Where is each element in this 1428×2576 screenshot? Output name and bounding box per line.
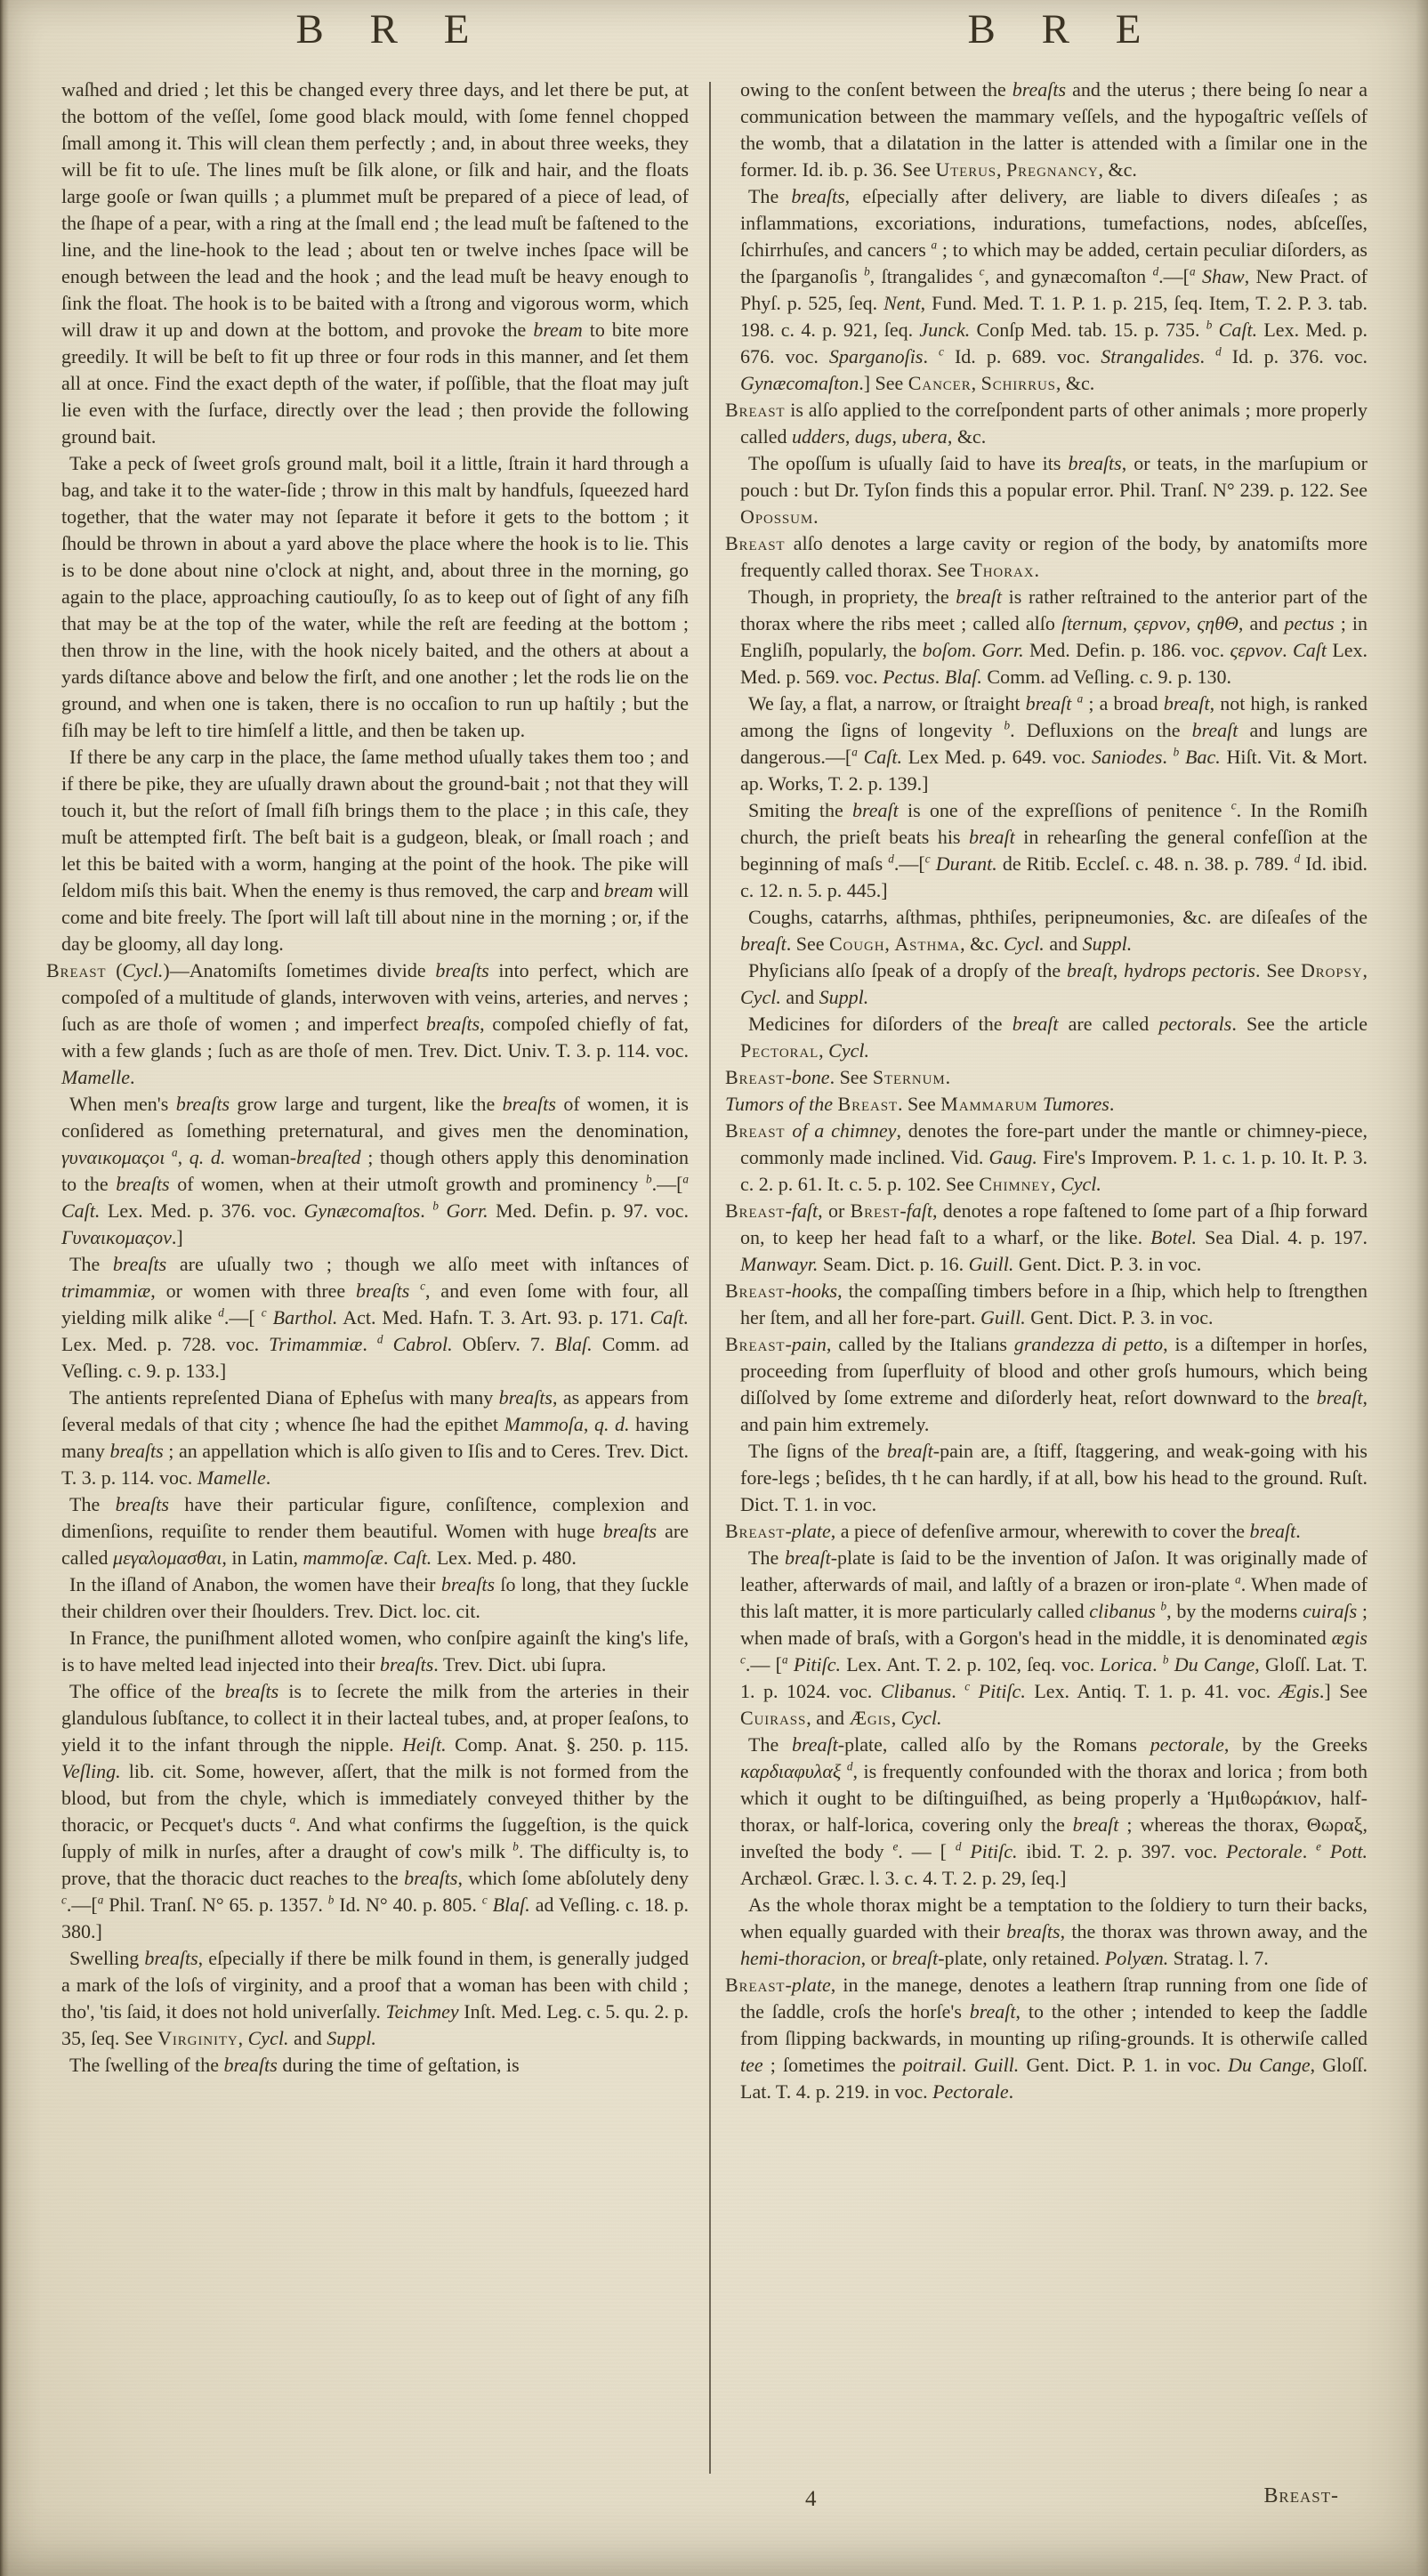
- paragraph: In the iſland of Anabon, the women have their breaſts ſo long, that they ſuckle their children over their ſhoulders. Trev. Dict. loc. cit.: [61, 1573, 689, 1622]
- running-title-left: B R E: [295, 6, 488, 52]
- paragraph: The breaſts are uſually two ; though we alſo meet with inſtances of trimammiæ, or women with three breaſts $^c$, and even ſome with four, all yielding milk alike $^d$.—[ $^c$ Barthol. Act. Med. Hafn. T. 3. Art. 93. p. 171. Caſt. Lex. Med. p. 728. voc. Trimammiæ. $^d$ Cabrol. Obſerv. 7. Blaſ. Comm. ad Veſling. c. 9. p. 133.]: [61, 1253, 689, 1382]
- paragraph: Breast-plate, a piece of defenſive armour, wherewith to cover the breaſt.: [725, 1520, 1301, 1542]
- right-column: [725, 77, 1367, 2546]
- paragraph: Though, in propriety, the breaſt is rather reſtrained to the anterior part of the thorax where the ribs meet ; called alſo ſternum, ςερνον, ςηθΘ, and pectus ; in Engliſh, popularly, the boſom. Gorr. Med. Defin. p. 186. voc. ςερνον. Caſt Lex. Med. p. 569. voc. Pectus. Blaſ. Comm. ad Veſling. c. 9. p. 130.: [740, 585, 1367, 688]
- paragraph: As the whole thorax might be a temptation to the ſoldiery to turn their backs, when equally guarded with their breaſts, the thorax was thrown away, and the hemi-thoracion, or breaſt-plate, only retained. Polyæn. Stratag. l. 7.: [740, 1894, 1367, 1969]
- paragraph: The breaſt-plate, called alſo by the Romans pectorale, by the Greeks καρδιαφυλαξ $^d$, is frequently confounded with the thorax and lorica ; from both which it ought to be diſtinguiſhed, as being properly a Ἡμιθωράκιον, half-thorax, or half-lorica, covering only the breaſt ; whereas the thorax, Θωραξ, inveſted the body $^e$. — [ $^d$ Pitiſc. ibid. T. 2. p. 397. voc. Pectorale. $^e$ Pott. Archæol. Græc. l. 3. c. 4. T. 2. p. 29, ſeq.]: [740, 1733, 1367, 1889]
- paragraph: Phyſicians alſo ſpeak of a dropſy of the breaſt, hydrops pectoris. See Dropsy, Cycl. and Suppl.: [740, 959, 1367, 1008]
- paragraph: When men's breaſts grow large and turgent, like the breaſts of women, it is conſidered as ſomething preternatural, and gives men the denomination, γυναικομαςοι $^a$, q. d. woman-breaſted ; though others apply this denomination to the breaſts of women, when at their utmoſt growth and prominency $^b$.—[$^a$ Caſt. Lex. Med. p. 376. voc. Gynæcomaſtos. $^b$ Gorr. Med. Defin. p. 97. voc. Γυναικομαςον.]: [61, 1093, 689, 1248]
- paragraph: Breast-plate, in the manege, denotes a leathern ſtrap running from one ſide of the ſaddle, croſs the horſe's breaſt, to the other ; intended to keep the ſaddle from ſlipping backwards, in mounting up riſing-grounds. It is otherwiſe called tee ; ſometimes the poitrail. Guill. Gent. Dict. P. 1. in voc. Du Cange, Gloſſ. Lat. T. 4. p. 219. in voc. Pectorale.: [725, 1974, 1367, 2103]
- paragraph: The antients repreſented Diana of Epheſus with many breaſts, as appears from ſeveral medals of that city ; whence ſhe had the epithet Mammoſa, q. d. having many breaſts ; an appellation which is alſo given to Iſis and to Ceres. Trev. Dict. T. 3. p. 114. voc. Mamelle.: [61, 1386, 689, 1489]
- paragraph: Coughs, catarrhs, aſthmas, phthiſes, peripneumonies, &c. are diſeaſes of the breaſt. See Cough, Asthma, &c. Cycl. and Suppl.: [740, 906, 1367, 955]
- paragraph: The breaſts have their particular figure, conſiſtence, complexion and dimenſions, requiſite to render them beautiful. Women with huge breaſts are called μεγαλομασθαι, in Latin, mammoſæ. Caſt. Lex. Med. p. 480.: [61, 1493, 689, 1569]
- paragraph: Smiting the breaſt is one of the expreſſions of penitence $^c$. In the Romiſh church, the prieſt beats his breaſt in rehearſing the general confeſſion at the beginning of maſs $^d$.—[$^c$ Durant. de Ritib. Eccleſ. c. 48. n. 38. p. 789. $^d$ Id. ibid. c. 12. n. 5. p. 445.]: [740, 798, 1367, 901]
- signature-mark: 4: [805, 2487, 817, 2511]
- paragraph: waſhed and dried ; let this be changed every three days, and let there be put, at the bottom of the veſſel, ſome good black mould, with ſome fennel chopped ſmall among it. This will clean them perfectly ; and, in about three weeks, they will be fit to uſe. The lines muſt be ſilk alone, or ſilk and hair, and the floats large gooſe or ſwan quills ; a plummet muſt be prepared of a piece of lead, of the ſhape of a pear, with a ring at the ſmall end ; the lead muſt be faſtened to the line, and the line-hook to the lead ; about ten or twelve inches ſpace will be enough between the lead and the hook ; and the lead muſt be heavy enough to ſink the float. The hook is to be baited with a ſtrong and vigorous worm, which will draw it up and down at the bottom, and provoke the bream to bite more greedily. It will be beſt to fit up three or four rods in this manner, and ſet them all at once. Find the exact depth of the water, if poſſible, that the float may juſt lie even with the ſurface, directly over the lead ; then provide the following ground bait.: [61, 78, 689, 448]
- paragraph: Breast-pain, called by the Italians grandezza di petto, is a diſtemper in horſes, proceeding from ſuperfluity of blood and other groſs humours, which being diſſolved by ſome extreme and diſorderly heat, reſort downward to the breaſt, and pain him extremely.: [725, 1333, 1367, 1435]
- paragraph: Tumors of the Breast. See Mammarum Tumores.: [725, 1093, 1115, 1115]
- paragraph: The opoſſum is uſually ſaid to have its breaſts, or teats, in the marſupium or pouch : but Dr. Tyſon finds this a popular error. Phil. Tranſ. N° 239. p. 122. See Opossum.: [740, 452, 1367, 528]
- paragraph: We ſay, a flat, a narrow, or ſtraight breaſt $^a$ ; a broad breaſt, not high, is ranked among the ſigns of longevity $^b$. Defluxions on the breaſt and lungs are dangerous.—[$^a$ Caſt. Lex Med. p. 649. voc. Saniodes. $^b$ Bac. Hiſt. Vit. & Mort. ap. Works, T. 2. p. 139.]: [740, 691, 1367, 795]
- paragraph: Breast (Cycl.)—Anatomiſts ſometimes divide breaſts into perfect, which are compoſed of a multitude of glands, interwoven with veins, arteries, and nerves ; ſuch as are thoſe of women ; and imperfect breaſts, compoſed chiefly of fat, with a few glands ; ſuch as are thoſe of men. Trev. Dict. Univ. T. 3. p. 114. voc. Mamelle.: [46, 959, 689, 1088]
- paragraph: owing to the conſent between the breaſts and the uterus ; there being ſo near a communication between the mammary veſſels, and the hypogaſtric veſſels of the womb, that a dilatation in the latter is attended with a ſimilar one in the former. Id. ib. p. 36. See Uterus, Pregnancy, &c.: [740, 78, 1367, 181]
- paragraph: The breaſt-plate is ſaid to be the invention of Jaſon. It was originally made of leather, afterwards of mail, and laſtly of a brazen or iron-plate $^a$. When made of this laſt matter, it is more particularly called clibanus $^b$, by the moderns cuiraſs ; when made of braſs, with a Gorgon's head in the middle, it is denominated ægis $^c$.— [$^a$ Pitiſc. Lex. Ant. T. 2. p. 102, ſeq. voc. Lorica. $^b$ Du Cange, Gloſſ. Lat. T. 1. p. 1024. voc. Clibanus. $^c$ Pitiſc. Lex. Antiq. T. 1. p. 41. voc. Ægis.] See Cuirass, and Ægis, Cycl.: [740, 1546, 1367, 1729]
- paragraph: If there be any carp in the place, the ſame method uſually takes them too ; and if there be pike, they are uſually drawn about the ground-bait ; not that they will touch it, but the reſort of ſmall fiſh brings them to the place ; in this caſe, they muſt be attempted firſt. The beſt bait is a gudgeon, bleak, or ſmall roach ; and let this be baited with a worm, hanging at the point of the hook. The pike will ſeldom miſs this bait. When the enemy is thus removed, the carp and bream will come and bite freely. The ſport will laſt till about nine in the morning ; or, if the day be gloomy, all day long.: [61, 746, 689, 955]
- paragraph: Take a peck of ſweet groſs ground malt, boil it a little, ſtrain it hard through a bag, and take it to the water-ſide ; throw in this malt by handfuls, ſqueezed hard together, that the water may not ſeparate it before it gets to the bottom ; it ſhould be thrown in about a yard above the place where the hook is to lie. This is to be done about nine o'clock at night, and, about three in the morning, go again to the place, approaching cautiouſly, ſo as to keep out of ſight of any fiſh that may be at the top of the water, while the reſt are feeding at the bottom ; then throw in the line, with the hook nicely baited, and the others at about a yards diſtance above and below the firſt, and one another ; let the rods lie on the ground, and when one is taken, there is no occaſion to run up haſtily ; but the fiſh may be left to tire himſelf a little, and then be taken up.: [61, 452, 689, 741]
- running-title-right: B R E: [967, 6, 1159, 52]
- paragraph: The ſwelling of the breaſts during the time of geſtation, is: [69, 2054, 520, 2076]
- paragraph: Medicines for diſorders of the breaſt are called pectorals. See the article Pectoral, Cycl.: [740, 1013, 1367, 1062]
- paragraph: Breast-faſt, or Brest-faſt, denotes a rope faſtened to ſome part of a ſhip forward on, to keep her head faſt to a wharf, or the like. Botel. Sea Dial. 4. p. 197. Manwayr. Seam. Dict. p. 16. Guill. Gent. Dict. P. 3. in voc.: [725, 1199, 1367, 1275]
- paragraph: Breast of a chimney, denotes the fore-part under the mantle or chimney-piece, commonly made inclined. Vid. Gaug. Fire's Improvem. P. 1. c. 1. p. 10. It. P. 3. c. 2. p. 61. It. c. 5. p. 102. See Chimney, Cycl.: [725, 1119, 1367, 1195]
- paragraph: In France, the puniſhment alloted women, who conſpire againſt the king's life, is to have melted lead injected into their breaſts. Trev. Dict. ubi ſupra.: [61, 1627, 689, 1676]
- paragraph: Breast-bone. See Sternum.: [725, 1066, 951, 1088]
- paragraph: Swelling breaſts, eſpecially if there be milk found in them, is generally judged a mark of the loſs of virginity, and a proof that a woman has been with child ; tho', 'tis ſaid, it does not hold univerſally. Teichmey Inſt. Med. Leg. c. 5. qu. 2. p. 35, ſeq. See Virginity, Cycl. and Suppl.: [61, 1947, 689, 2049]
- paragraph: Breast-hooks, the compaſſing timbers before in a ſhip, which help to ſtrengthen her ſtem, and all her fore-part. Guill. Gent. Dict. P. 3. in voc.: [725, 1280, 1367, 1328]
- paragraph: The office of the breaſts is to ſecrete the milk from the arteries in their glandulous ſubſtance, to collect it in their lacteal tubes, and, at proper ſeaſons, to yield it to the infant through the nipple. Heiſt. Comp. Anat. §. 250. p. 115. Veſling. lib. cit. Some, however, aſſert, that the milk is not formed from the blood, but from the chyle, which is immediately conveyed thither by the thoracic, or Pecquet's ducts $^a$. And what confirms the ſuggeſtion, is the quick ſupply of milk in nurſes, after a draught of cow's milk $^b$. The difficulty is, to prove, that the thoracic duct reaches to the breaſts, which ſome abſolutely deny $^c$.—[$^a$ Phil. Tranſ. N° 65. p. 1357. $^b$ Id. N° 40. p. 805. $^c$ Blaſ. ad Veſling. c. 18. p. 380.]: [61, 1680, 689, 1942]
- paragraph: The breaſts, eſpecially after delivery, are liable to divers diſeaſes ; as inflammations, excoriations, indurations, tumefactions, nodes, abſceſſes, ſchirrhuſes, and cancers $^a$ ; to which may be added, certain peculiar diſorders, as the ſparganoſis $^b$, ſtrangalides $^c$, and gynæcomaſton $^d$.—[$^a$ Shaw, New Pract. of Phyſ. p. 525, ſeq. Nent, Fund. Med. T. 1. P. 1. p. 215, ſeq. Item, T. 2. P. 3. tab. 198. c. 4. p. 921, ſeq. Junck. Conſp Med. tab. 15. p. 735. $^b$ Caſt. Lex. Med. p. 676. voc. Sparganoſis. $^c$ Id. p. 689. voc. Strangalides. $^d$ Id. p. 376. voc. Gynæcomaſton.] See Cancer, Schirrus, &c.: [740, 185, 1367, 394]
- left-column: [46, 77, 689, 2546]
- paragraph: Breast is alſo applied to the correſpondent parts of other animals ; more properly called udders, dugs, ubera, &c.: [725, 399, 1367, 448]
- paragraph: The ſigns of the breaſt-pain are, a ſtiff, ſtaggering, and weak-going with his fore-legs ; beſides, th t he can hardly, if at all, bow his head to the ground. Ruſt. Dict. T. 1. in voc.: [740, 1440, 1367, 1515]
- paragraph: Breast alſo denotes a large cavity or region of the body, by anatomiſts more frequently called thorax. See Thorax.: [725, 532, 1367, 581]
- catchword: Breast-: [1263, 2484, 1339, 2507]
- column-rule: [709, 82, 711, 2474]
